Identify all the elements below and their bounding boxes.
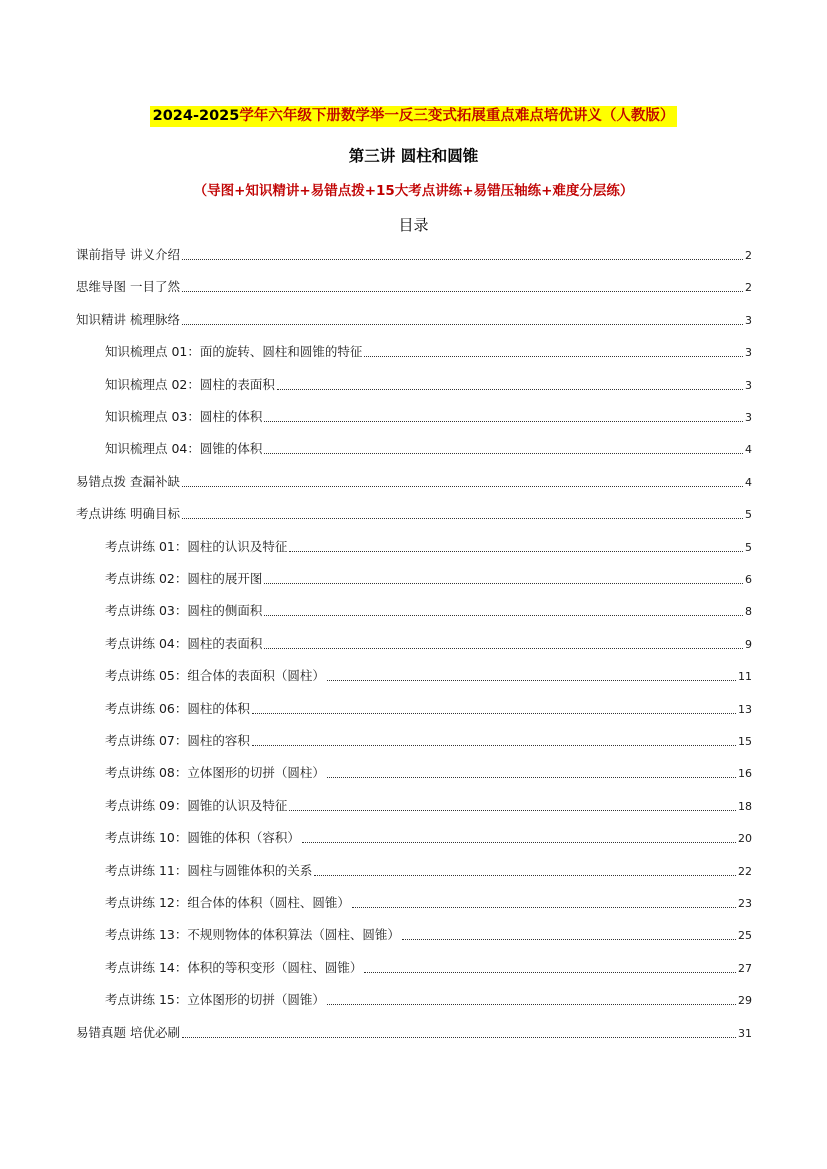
toc-entry-page-number: 27: [738, 962, 752, 975]
toc-dot-leader: [277, 389, 743, 390]
toc-entry-page-number: 29: [738, 994, 752, 1007]
toc-dot-leader: [327, 680, 736, 681]
toc-entry-page-number: 3: [745, 411, 752, 424]
toc-entry-label: 考点讲练 07：圆柱的容积: [105, 733, 250, 748]
toc-entry-label: 考点讲练 14：体积的等积变形（圆柱、圆锥）: [105, 960, 363, 975]
toc-entry-label: 易错点拨 查漏补缺: [76, 474, 180, 489]
toc-entry-label: 考点讲练 13：不规则物体的体积算法（圆柱、圆锥）: [105, 927, 400, 942]
toc-entry[interactable]: [76, 310, 752, 328]
toc-dot-leader: [264, 453, 743, 454]
toc-dot-leader: [182, 291, 743, 292]
toc-entry[interactable]: [105, 342, 752, 360]
toc-entry-page-number: 22: [738, 865, 752, 878]
toc-entry[interactable]: [76, 472, 752, 490]
toc-entry-page-number: 16: [738, 767, 752, 780]
toc-entry-label: 考点讲练 11：圆柱与圆锥体积的关系: [105, 863, 313, 878]
toc-entry[interactable]: [105, 731, 752, 749]
toc-dot-leader: [352, 907, 736, 908]
toc-entry-label: 考点讲练 04：圆柱的表面积: [105, 636, 263, 651]
toc-entry[interactable]: [105, 439, 752, 457]
toc-entry-label: 考点讲练 08：立体图形的切拼（圆柱）: [105, 765, 325, 780]
toc-dot-leader: [327, 777, 736, 778]
toc-entry-label: 知识精讲 梳理脉络: [76, 312, 180, 327]
toc-entry-page-number: 18: [738, 800, 752, 813]
toc-entry[interactable]: [105, 958, 752, 976]
toc-dot-leader: [182, 259, 743, 260]
toc-entry-page-number: 6: [745, 573, 752, 586]
toc-entry[interactable]: [105, 537, 752, 555]
toc-entry-page-number: 13: [738, 703, 752, 716]
toc-entry-page-number: 3: [745, 379, 752, 392]
toc-entry-label: 知识梳理点 01：面的旋转、圆柱和圆锥的特征: [105, 344, 363, 359]
toc-dot-leader: [264, 615, 743, 616]
document-title-text: 学年六年级下册数学举一反三变式拓展重点难点培优讲义（人教版）: [239, 108, 675, 124]
toc-entry-page-number: 4: [745, 443, 752, 456]
toc-entry[interactable]: [76, 504, 752, 522]
toc-dot-leader: [264, 421, 743, 422]
toc-entry-page-number: 3: [745, 346, 752, 359]
toc-dot-leader: [402, 939, 736, 940]
toc-entry-label: 考点讲练 15：立体图形的切拼（圆锥）: [105, 992, 325, 1007]
toc-dot-leader: [302, 842, 736, 843]
toc-dot-leader: [289, 551, 743, 552]
toc-entry[interactable]: [105, 699, 752, 717]
toc-entry-label: 考点讲练 10：圆锥的体积（容积）: [105, 830, 300, 845]
toc-entry[interactable]: [105, 861, 752, 879]
toc-dot-leader: [264, 648, 743, 649]
toc-heading: 目录: [398, 216, 429, 234]
toc-dot-leader: [182, 324, 743, 325]
toc-entry-page-number: 5: [745, 541, 752, 554]
toc-dot-leader: [364, 356, 743, 357]
toc-dot-leader: [252, 713, 736, 714]
toc-entry-label: 考点讲练 02：圆柱的展开图: [105, 571, 263, 586]
toc-entry[interactable]: [105, 925, 752, 943]
toc-entry-page-number: 8: [745, 605, 752, 618]
toc-entry-page-number: 5: [745, 508, 752, 521]
toc-dot-leader: [182, 486, 743, 487]
toc-entry-label: 考点讲练 03：圆柱的侧面积: [105, 603, 263, 618]
document-title: [150, 106, 678, 127]
document-title-year: 2024-2025: [152, 108, 240, 124]
toc-entry[interactable]: [105, 407, 752, 425]
toc-entry[interactable]: [105, 569, 752, 587]
toc-entry-page-number: 11: [738, 670, 752, 683]
lecture-title: 第三讲 圆柱和圆锥: [348, 147, 479, 165]
toc-entry-label: 易错真题 培优必刷: [76, 1025, 180, 1040]
toc-entry-page-number: 25: [738, 929, 752, 942]
document-title-wrap: [0, 105, 827, 127]
toc-entry-label: 知识梳理点 03：圆柱的体积: [105, 409, 263, 424]
toc-dot-leader: [327, 1004, 736, 1005]
toc-entry[interactable]: [76, 1023, 752, 1041]
toc-entry-page-number: 2: [745, 281, 752, 294]
toc-entry-page-number: 9: [745, 638, 752, 651]
toc-dot-leader: [314, 875, 736, 876]
toc-entry-page-number: 3: [745, 314, 752, 327]
toc-entry[interactable]: [105, 763, 752, 781]
toc-entry-label: 考点讲练 06：圆柱的体积: [105, 701, 250, 716]
toc-entry[interactable]: [76, 245, 752, 263]
toc-entry-label: 考点讲练 明确目标: [76, 506, 180, 521]
toc-entry[interactable]: [105, 796, 752, 814]
toc-entry[interactable]: [105, 990, 752, 1008]
toc-entry[interactable]: [105, 375, 752, 393]
toc-entry[interactable]: [105, 666, 752, 684]
toc-entry-label: 知识梳理点 04：圆锥的体积: [105, 441, 263, 456]
toc-entry-page-number: 20: [738, 832, 752, 845]
toc-dot-leader: [289, 810, 736, 811]
toc-entry-label: 考点讲练 09：圆锥的认识及特征: [105, 798, 288, 813]
toc-dot-leader: [182, 518, 743, 519]
toc-entry-label: 考点讲练 05：组合体的表面积（圆柱）: [105, 668, 325, 683]
toc-entry-label: 考点讲练 01：圆柱的认识及特征: [105, 539, 288, 554]
lecture-subtitle: （导图+知识精讲+易错点拨+15大考点讲练+易错压轴练+难度分层练）: [193, 183, 634, 199]
toc-entry-label: 考点讲练 12：组合体的体积（圆柱、圆锥）: [105, 895, 350, 910]
toc-entry-page-number: 15: [738, 735, 752, 748]
toc-entry[interactable]: [76, 277, 752, 295]
toc-entry-label: 思维导图 一目了然: [76, 279, 180, 294]
toc-entry[interactable]: [105, 828, 752, 846]
toc-dot-leader: [264, 583, 743, 584]
toc-entry[interactable]: [105, 634, 752, 652]
toc-entry-label: 知识梳理点 02：圆柱的表面积: [105, 377, 275, 392]
toc-entry-page-number: 31: [738, 1027, 752, 1040]
toc-dot-leader: [252, 745, 736, 746]
toc-entry[interactable]: [105, 601, 752, 619]
toc-entry-page-number: 2: [745, 249, 752, 262]
toc-dot-leader: [182, 1037, 736, 1038]
toc-entry-page-number: 23: [738, 897, 752, 910]
toc-entry-label: 课前指导 讲义介绍: [76, 247, 180, 262]
toc-entry-page-number: 4: [745, 476, 752, 489]
toc-dot-leader: [364, 972, 736, 973]
toc-entry[interactable]: [105, 893, 752, 911]
